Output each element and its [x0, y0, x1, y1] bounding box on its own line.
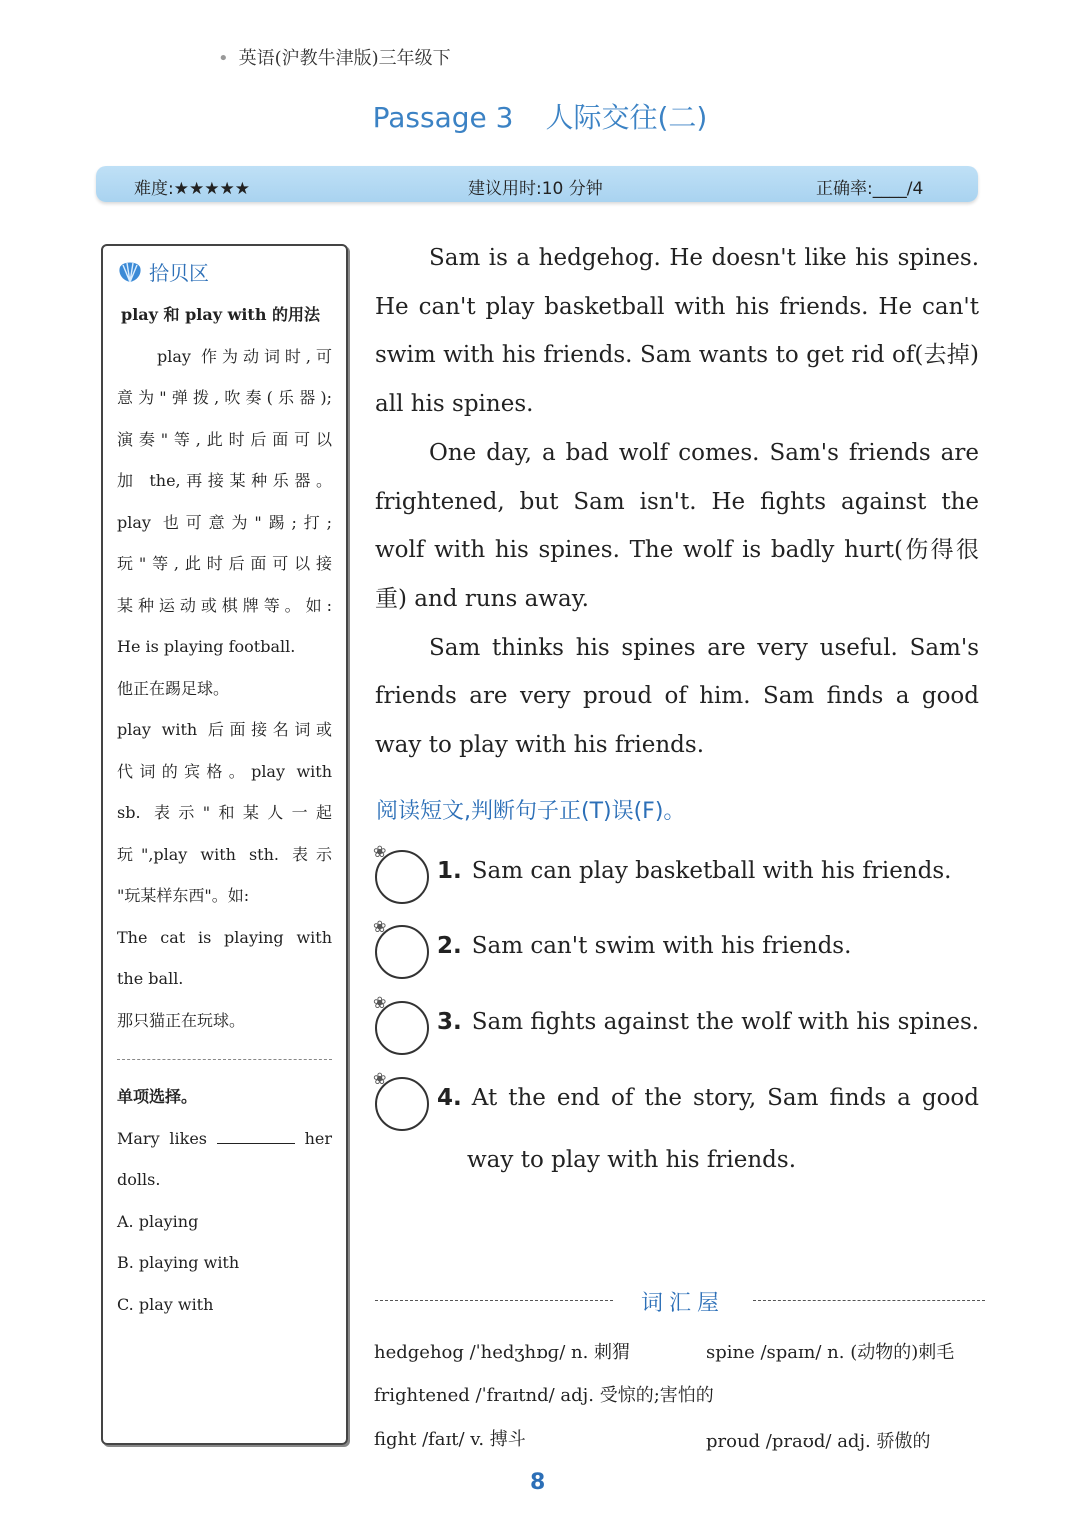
flower-icon: ❀ — [373, 1069, 387, 1088]
info-bar — [96, 166, 978, 202]
answer-blank[interactable] — [217, 1125, 295, 1144]
option-c[interactable]: C. play with — [117, 1294, 214, 1314]
sidebar-line: 加 the,再接某种乐器。 — [117, 471, 332, 490]
series-header — [218, 44, 451, 70]
sidebar-line: 某种运动或棋牌等。如: — [117, 595, 332, 615]
paragraph-3: Sam thinks his spines are very useful. Sam's friends are very proud of him. Sam finds a good way to play with his friends. — [375, 634, 979, 759]
question-number: 3. — [437, 1009, 462, 1035]
paragraph-1: Sam is a hedgehog. He doesn't like his spines. He can't play basketball with his friends. He can't swim with his friends. Sam wants to get rid of(去掉) all his spines. — [375, 245, 979, 418]
exercise-title: 单项选择。 — [117, 1087, 198, 1106]
vocab-entry: fight /faɪt/ v. 搏斗 — [374, 1429, 526, 1450]
page-title — [0, 96, 1080, 136]
page-number: 8 — [530, 1470, 546, 1495]
exercise-stem — [117, 1118, 332, 1160]
sidebar-example-translation: 他正在踢足球。 — [117, 678, 230, 698]
option-b[interactable]: B. playing with — [117, 1253, 240, 1272]
sidebar-line: 演奏"等,此时后面可以 — [117, 429, 332, 449]
question-2 — [373, 917, 980, 979]
question-4 — [373, 1069, 980, 1187]
sidebar-line: play 也可意为"踢;打; — [117, 512, 332, 532]
passage-title: 人际交往(二) — [545, 101, 708, 134]
sidebar-line: 代词的宾格。play with — [117, 761, 332, 781]
option-a[interactable]: A. playing — [117, 1211, 199, 1231]
sidebar-line: play with 后面接名词或 — [117, 720, 332, 739]
flower-icon: ❀ — [373, 993, 387, 1012]
sidebar-line: 玩"等,此时后面可以接 — [117, 554, 332, 573]
accuracy-total: /4 — [906, 179, 924, 199]
vocab-entry: proud /praʊd/ adj. 骄傲的 — [706, 1431, 931, 1452]
question-number: 2. — [437, 933, 462, 959]
question-text: Sam fights against the wolf with his spines. — [471, 1009, 980, 1035]
flower-icon: ❀ — [373, 842, 387, 861]
accuracy-blank[interactable]: ____ — [872, 179, 907, 199]
sidebar-example: The cat is playing with — [117, 927, 332, 947]
sidebar-line: 玩",play with sth. 表示 — [117, 844, 332, 864]
vocabulary-header — [375, 1286, 985, 1316]
exercise-stem-line2: dolls. — [117, 1170, 161, 1189]
shell-icon — [117, 260, 143, 284]
sidebar-header — [117, 252, 332, 294]
sidebar-line: 意为"弹拨,吹奏(乐器); — [117, 388, 332, 407]
question-text: At the end of the story, Sam finds a good — [471, 1085, 979, 1111]
sidebar-title: 拾贝区 — [149, 261, 209, 285]
vocab-entry: frightened /ˈfraɪtnd/ adj. 受惊的;害怕的 — [374, 1385, 714, 1406]
passage-label: Passage 3 — [372, 101, 514, 134]
question-1 — [373, 842, 980, 904]
vocab-entry: spine /spaɪn/ n. (动物的)刺毛 — [706, 1342, 955, 1363]
paragraph-2: One day, a bad wolf comes. Sam's friends are frightened, but Sam isn't. He fights against the wolf with his spines. The wolf is badly hurt(伤得很重) and runs away. — [375, 439, 979, 612]
sidebar-line: sb. 表示"和某人一起 — [117, 803, 332, 822]
question-3 — [373, 993, 980, 1055]
sidebar-example: He is playing football. — [117, 637, 296, 656]
question-text: Sam can't swim with his friends. — [471, 933, 852, 959]
sidebar-divider — [117, 1059, 332, 1060]
reading-passage — [375, 234, 979, 770]
series-title: 英语(沪教牛津版)三年级下 — [238, 48, 451, 69]
sidebar-tips — [101, 244, 348, 1445]
question-text: Sam can play basketball with his friends. — [471, 858, 952, 884]
question-number: 4. — [437, 1085, 462, 1111]
divider-left — [375, 1300, 613, 1301]
sidebar-line: play 作为动词时,可 — [157, 346, 332, 366]
bullet-icon: • — [218, 48, 229, 69]
sidebar-example: the ball. — [117, 969, 184, 988]
question-text-continued: way to play with his friends. — [467, 1147, 797, 1173]
sidebar-subtitle: play 和 play with 的用法 — [121, 305, 321, 324]
exercise-instruction: 阅读短文,判断句子正(T)误(F)。 — [376, 799, 686, 824]
accuracy-label: 正确率: — [816, 179, 873, 199]
divider-right — [753, 1300, 985, 1301]
flower-icon: ❀ — [373, 917, 387, 936]
sidebar-example-translation: 那只猫正在玩球。 — [117, 1010, 246, 1030]
exercise-stem-end: her — [304, 1128, 332, 1148]
exercise-stem-start: Mary likes — [117, 1128, 207, 1148]
difficulty-rating: 难度:★★★★★ — [134, 179, 250, 199]
accuracy-field — [816, 174, 923, 199]
question-number: 1. — [437, 858, 462, 884]
sidebar-line: "玩某样东西"。如: — [117, 886, 250, 905]
vocabulary-title: 词汇屋 — [641, 1291, 726, 1316]
vocab-entry: hedgehog /ˈhedʒhɒɡ/ n. 刺猬 — [374, 1342, 631, 1363]
suggested-time: 建议用时:10 分钟 — [468, 179, 603, 199]
